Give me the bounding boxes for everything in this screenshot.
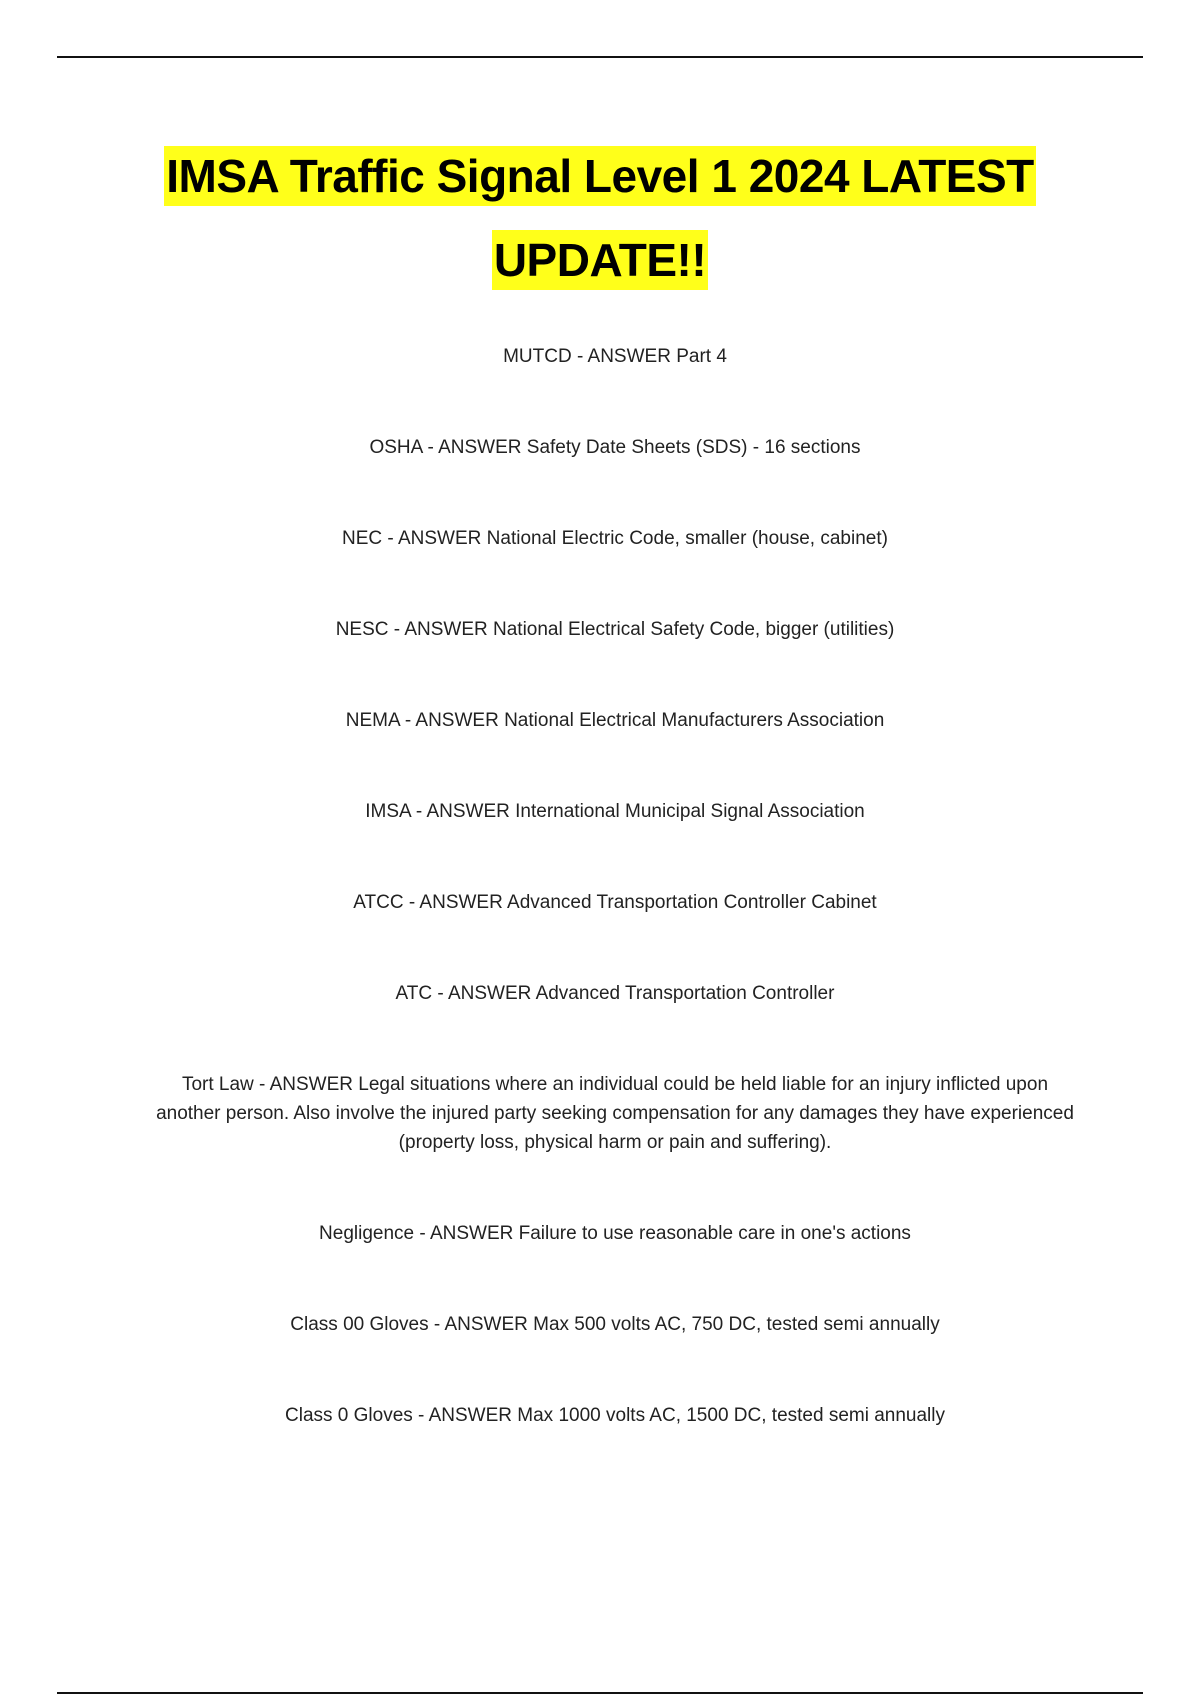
qa-entry: Tort Law - ANSWER Legal situations where an individual could be held liable for an injury inflicted upon another person. Also involve the injured party seeking compensation for any damages they have experienced (property loss, physical harm or pain and suffering).: [156, 1074, 1074, 1153]
qa-entry: MUTCD - ANSWER Part 4: [503, 346, 727, 367]
qa-entry: NEC - ANSWER National Electric Code, smaller (house, cabinet): [342, 528, 888, 549]
qa-entry: Class 00 Gloves - ANSWER Max 500 volts AC, 750 DC, tested semi annually: [290, 1314, 940, 1335]
title-block: [100, 140, 1100, 308]
qa-entry: ATC - ANSWER Advanced Transportation Controller: [395, 983, 835, 1004]
qa-list: [150, 342, 1080, 1492]
qa-entry: OSHA - ANSWER Safety Date Sheets (SDS) - 16 sections: [369, 437, 861, 458]
qa-entry: Negligence - ANSWER Failure to use reasonable care in one's actions: [319, 1223, 911, 1244]
qa-entry: NESC - ANSWER National Electrical Safety Code, bigger (utilities): [335, 619, 895, 640]
qa-entry: Class 0 Gloves - ANSWER Max 1000 volts AC, 1500 DC, tested semi annually: [285, 1405, 945, 1426]
qa-entry: NEMA - ANSWER National Electrical Manufacturers Association: [345, 710, 885, 731]
qa-entry: ATCC - ANSWER Advanced Transportation Controller Cabinet: [353, 892, 877, 913]
bottom-rule: [57, 1692, 1143, 1694]
qa-entry: IMSA - ANSWER International Municipal Signal Association: [365, 801, 865, 822]
document-title: IMSA Traffic Signal Level 1 2024 LATEST UPDATE!!: [164, 146, 1036, 290]
top-rule: [57, 56, 1143, 58]
